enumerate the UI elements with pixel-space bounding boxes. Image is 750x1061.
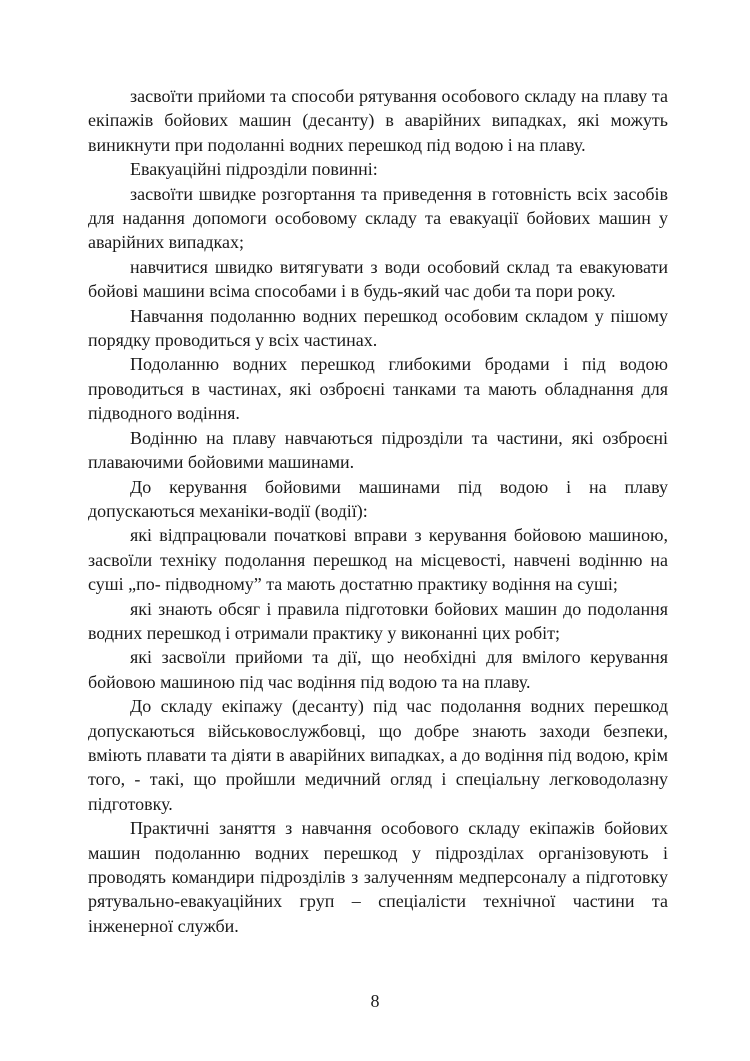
paragraph: Водінню на плаву навчаються підрозділи та частини, які озброєні плаваючими бойовими машинами. (88, 427, 668, 473)
paragraph: До складу екіпажу (десанту) під час подолання водних перешкод допускаються військовослужбовці, що добре знають заходи безпеки, вміють плавати та діяти в аварійних випадках, а до водіння під водою, крім того, - такі, що пройшли медичний огляд і спеціальну легководолазну підготовку. (88, 696, 668, 814)
paragraph: які знають обсяг і правила підготовки бойових машин до подолання водних перешкод і отримали практику у виконанні цих робіт; (88, 598, 668, 643)
paragraph: Подоланню водних перешкод глибокими бродами і під водою проводиться в частинах, які озброєні танками та мають обладнання для підводного водіння. (88, 354, 668, 424)
paragraph: засвоїти швидке розгортання та приведення в готовність всіх засобів для надання допомоги особовому складу та евакуації бойових машин у аварійних випадках; (88, 183, 668, 253)
paragraph: засвоїти прийоми та способи рятування особового складу на плаву та екіпажів бойових машин (десанту) в аварійних випадках, які можуть виникнути при подоланні водних перешкод під водою і на плаву. (88, 86, 668, 155)
paragraph: Практичні заняття з навчання особового складу екіпажів бойових машин подоланню водних перешкод у підрозділах організовують і проводять командири підрозділів з залученням медперсоналу а підготовку рятувально-евакуаційних груп – спеціалісти технічної частини та інженерної служби. (88, 818, 668, 936)
paragraph: які засвоїли прийоми та дії, що необхідні для вмілого керування бойовою машиною під час водіння під водою та на плаву. (88, 647, 668, 692)
page-number: 8 (370, 991, 380, 1011)
paragraph: До керування бойовими машинами під водою і на плаву допускаються механіки-водії (водії): (88, 476, 668, 521)
paragraph: Евакуаційні підрозділи повинні: (130, 159, 378, 180)
paragraph: які відпрацювали початкові вправи з керування бойовою машиною, засвоїли техніку подолання перешкод на місцевості, навчені водінню на суші „по- підводному” та мають достатню практику водіння на суші; (88, 525, 668, 595)
paragraph: Навчання подоланню водних перешкод особовим складом у пішому порядку проводиться у всіх частинах. (88, 305, 668, 351)
body-text (88, 84, 668, 938)
paragraph: навчитися швидко витягувати з води особовий склад та евакуювати бойові машини всіма способами і в будь-який час доби та пори року. (88, 256, 668, 302)
